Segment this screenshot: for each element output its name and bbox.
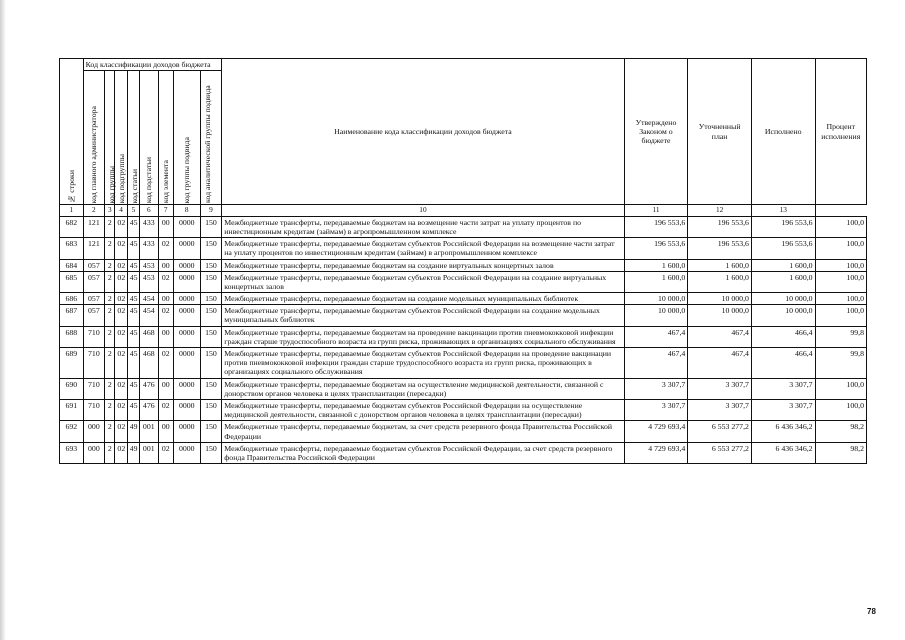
code-group-cell: 2 xyxy=(105,271,115,292)
revised-amount-cell: 6 553 277,2 xyxy=(688,442,752,463)
header-executed: Исполнено xyxy=(751,59,815,205)
table-row xyxy=(60,442,867,463)
revenue-name-cell: Межбюджетные трансферты, передаваемые бюджетам на проведение вакцинации против пневмококковой инфекции граждан старше трудоспособного возраста из групп риска, проживающих в организациях социального обслуживания xyxy=(222,326,624,347)
code-group-cell: 2 xyxy=(105,326,115,347)
executed-amount-cell: 466,4 xyxy=(751,348,815,379)
code-element-cell: 00 xyxy=(158,421,173,442)
revised-amount-cell: 3 307,7 xyxy=(688,399,752,420)
executed-amount-cell: 466,4 xyxy=(751,326,815,347)
code-subtype-group-cell: 0000 xyxy=(173,348,200,379)
code-element-cell: 00 xyxy=(158,326,173,347)
column-number: 8 xyxy=(173,205,200,217)
code-admin-cell: 710 xyxy=(83,399,105,420)
column-number: 10 xyxy=(222,205,624,217)
code-subgroup-cell: 02 xyxy=(115,271,127,292)
table-row xyxy=(60,271,867,292)
percent-cell: 100,0 xyxy=(815,271,866,292)
approved-amount-cell: 10 000,0 xyxy=(624,305,688,326)
code-admin-cell: 057 xyxy=(83,259,105,271)
column-number: 9 xyxy=(200,205,222,217)
table-row xyxy=(60,238,867,259)
header-row-top xyxy=(60,59,867,71)
revenue-name-cell: Межбюджетные трансферты, передаваемые бюджетам субъектов Российской Федерации на проведение вакцинации против пневмококковой инфекции граждан старше трудоспособного возраста из групп риска, проживающих в организациях социального обслуживания xyxy=(222,348,624,379)
percent-cell: 98,2 xyxy=(815,442,866,463)
row-number-cell: 688 xyxy=(60,326,84,347)
executed-amount-cell: 1 600,0 xyxy=(751,259,815,271)
table-row xyxy=(60,348,867,379)
code-subarticle-cell: 454 xyxy=(140,305,158,326)
revised-amount-cell: 196 553,6 xyxy=(688,238,752,259)
code-group-cell: 2 xyxy=(105,259,115,271)
code-analytic-group-cell: 150 xyxy=(200,442,222,463)
approved-amount-cell: 4 729 693,4 xyxy=(624,442,688,463)
code-group-cell: 2 xyxy=(105,293,115,305)
percent-cell: 100,0 xyxy=(815,216,866,237)
percent-cell: 100,0 xyxy=(815,238,866,259)
code-subgroup-cell: 02 xyxy=(115,326,127,347)
code-element-cell: 00 xyxy=(158,293,173,305)
code-element-cell: 02 xyxy=(158,271,173,292)
code-subarticle-cell: 476 xyxy=(140,399,158,420)
code-element-cell: 02 xyxy=(158,348,173,379)
code-subgroup-cell: 02 xyxy=(115,216,127,237)
column-number: 3 xyxy=(105,205,115,217)
row-number-cell: 692 xyxy=(60,421,84,442)
executed-amount-cell: 6 436 346,2 xyxy=(751,421,815,442)
code-subtype-group-cell: 0000 xyxy=(173,305,200,326)
approved-amount-cell: 1 600,0 xyxy=(624,259,688,271)
header-code-group-col: код группы xyxy=(105,71,115,205)
header-code-subarticle: код подстатьи xyxy=(140,71,158,205)
row-number-cell: 687 xyxy=(60,305,84,326)
column-number: 7 xyxy=(158,205,173,217)
header-code-subgroup: код подгруппы xyxy=(115,71,127,205)
executed-amount-cell: 10 000,0 xyxy=(751,305,815,326)
code-subarticle-cell: 001 xyxy=(140,421,158,442)
row-number-cell: 683 xyxy=(60,238,84,259)
code-analytic-group-cell: 150 xyxy=(200,421,222,442)
code-article-cell: 45 xyxy=(127,216,139,237)
code-article-cell: 49 xyxy=(127,442,139,463)
code-subtype-group-cell: 0000 xyxy=(173,259,200,271)
code-admin-cell: 121 xyxy=(83,216,105,237)
revenue-name-cell: Межбюджетные трансферты, передаваемые бюджетам субъектов Российской Федерации на возмещение части затрат на уплату процентов по инвестиционным кредитам (займам) в агропромышленном комплексе xyxy=(222,238,624,259)
revenue-name-cell: Межбюджетные трансферты, передаваемые бюджетам на создание модельных муниципальных библиотек xyxy=(222,293,624,305)
approved-amount-cell: 467,4 xyxy=(624,326,688,347)
code-subgroup-cell: 02 xyxy=(115,348,127,379)
header-code-article: код статьи xyxy=(127,71,139,205)
table-header xyxy=(60,59,867,217)
code-element-cell: 02 xyxy=(158,442,173,463)
executed-amount-cell: 3 307,7 xyxy=(751,399,815,420)
code-subgroup-cell: 02 xyxy=(115,238,127,259)
code-analytic-group-cell: 150 xyxy=(200,305,222,326)
code-admin-cell: 057 xyxy=(83,293,105,305)
revenue-name-cell: Межбюджетные трансферты, передаваемые бюджетам, за счет средств резервного фонда Правительства Российской Федерации xyxy=(222,421,624,442)
header-name: Наименование кода классификации доходов бюджета xyxy=(222,59,624,205)
header-code-group: Код классификации доходов бюджета xyxy=(83,59,222,71)
code-admin-cell: 057 xyxy=(83,305,105,326)
executed-amount-cell: 196 553,6 xyxy=(751,238,815,259)
code-element-cell: 02 xyxy=(158,305,173,326)
approved-amount-cell: 10 000,0 xyxy=(624,293,688,305)
revenue-name-cell: Межбюджетные трансферты, передаваемые бюджетам на осуществление медицинской деятельности, связанной с донорством органов человека в целях трансплантации (пересадки) xyxy=(222,378,624,399)
revised-amount-cell: 196 553,6 xyxy=(688,216,752,237)
budget-revenue-table xyxy=(59,58,867,464)
revised-amount-cell: 467,4 xyxy=(688,326,752,347)
code-article-cell: 45 xyxy=(127,271,139,292)
code-subtype-group-cell: 0000 xyxy=(173,399,200,420)
header-approved: Утверждено Законом о бюджете xyxy=(624,59,688,205)
code-admin-cell: 057 xyxy=(83,271,105,292)
table-row xyxy=(60,421,867,442)
table-row xyxy=(60,326,867,347)
page-number: 78 xyxy=(867,607,876,616)
row-number-cell: 682 xyxy=(60,216,84,237)
code-admin-cell: 000 xyxy=(83,442,105,463)
code-group-cell: 2 xyxy=(105,378,115,399)
code-analytic-group-cell: 150 xyxy=(200,378,222,399)
executed-amount-cell: 6 436 346,2 xyxy=(751,442,815,463)
header-revised: Уточненный план xyxy=(688,59,752,205)
column-number: 1 xyxy=(60,205,84,217)
percent-cell: 100,0 xyxy=(815,399,866,420)
code-element-cell: 00 xyxy=(158,216,173,237)
row-number-cell: 684 xyxy=(60,259,84,271)
code-article-cell: 49 xyxy=(127,421,139,442)
code-subarticle-cell: 001 xyxy=(140,442,158,463)
code-subtype-group-cell: 0000 xyxy=(173,271,200,292)
code-subarticle-cell: 468 xyxy=(140,348,158,379)
percent-cell: 100,0 xyxy=(815,378,866,399)
header-code-admin: код главного администратора xyxy=(83,71,105,205)
code-subtype-group-cell: 0000 xyxy=(173,326,200,347)
code-subgroup-cell: 02 xyxy=(115,305,127,326)
code-analytic-group-cell: 150 xyxy=(200,238,222,259)
table-body xyxy=(60,216,867,463)
code-article-cell: 45 xyxy=(127,293,139,305)
code-article-cell: 45 xyxy=(127,399,139,420)
code-admin-cell: 710 xyxy=(83,348,105,379)
percent-cell: 98,2 xyxy=(815,421,866,442)
column-number: 11 xyxy=(624,205,688,217)
code-subtype-group-cell: 0000 xyxy=(173,378,200,399)
code-group-cell: 2 xyxy=(105,399,115,420)
code-article-cell: 45 xyxy=(127,259,139,271)
code-subgroup-cell: 02 xyxy=(115,293,127,305)
code-subtype-group-cell: 0000 xyxy=(173,293,200,305)
code-group-cell: 2 xyxy=(105,238,115,259)
code-article-cell: 45 xyxy=(127,238,139,259)
row-number-cell: 690 xyxy=(60,378,84,399)
header-code-element: код элемента xyxy=(158,71,173,205)
code-article-cell: 45 xyxy=(127,305,139,326)
header-percent: Процент исполнения xyxy=(815,59,866,205)
approved-amount-cell: 1 600,0 xyxy=(624,271,688,292)
code-admin-cell: 121 xyxy=(83,238,105,259)
table-row xyxy=(60,305,867,326)
revenue-name-cell: Межбюджетные трансферты, передаваемые бюджетам субъектов Российской Федерации на создание модельных муниципальных библиотек xyxy=(222,305,624,326)
code-subarticle-cell: 476 xyxy=(140,378,158,399)
code-element-cell: 02 xyxy=(158,238,173,259)
revenue-name-cell: Межбюджетные трансферты, передаваемые бюджетам субъектов Российской Федерации на создание виртуальных концертных залов xyxy=(222,271,624,292)
row-number-cell: 689 xyxy=(60,348,84,379)
code-element-cell: 00 xyxy=(158,378,173,399)
code-analytic-group-cell: 150 xyxy=(200,293,222,305)
code-subgroup-cell: 02 xyxy=(115,259,127,271)
approved-amount-cell: 4 729 693,4 xyxy=(624,421,688,442)
approved-amount-cell: 196 553,6 xyxy=(624,238,688,259)
code-subtype-group-cell: 0000 xyxy=(173,421,200,442)
revised-amount-cell: 6 553 277,2 xyxy=(688,421,752,442)
revised-amount-cell: 10 000,0 xyxy=(688,305,752,326)
column-number: 5 xyxy=(127,205,139,217)
revenue-name-cell: Межбюджетные трансферты, передаваемые бюджетам на возмещение части затрат на уплату процентов по инвестиционным кредитам (займам) в агропромышленном комплексе xyxy=(222,216,624,237)
column-number: 13 xyxy=(751,205,815,217)
code-admin-cell: 710 xyxy=(83,326,105,347)
code-subtype-group-cell: 0000 xyxy=(173,442,200,463)
header-code-analytic-group: код аналитической группы подвида xyxy=(200,71,222,205)
code-analytic-group-cell: 150 xyxy=(200,399,222,420)
header-code-subtype-group: код группы подвида xyxy=(173,71,200,205)
code-subtype-group-cell: 0000 xyxy=(173,216,200,237)
row-number-cell: 686 xyxy=(60,293,84,305)
approved-amount-cell: 196 553,6 xyxy=(624,216,688,237)
code-analytic-group-cell: 150 xyxy=(200,348,222,379)
code-subarticle-cell: 453 xyxy=(140,271,158,292)
revenue-name-cell: Межбюджетные трансферты, передаваемые бюджетам субъектов Российской Федерации на осуществление медицинской деятельности, связанной с донорством органов человека в целях трансплантации (пересадки) xyxy=(222,399,624,420)
code-article-cell: 45 xyxy=(127,348,139,379)
approved-amount-cell: 3 307,7 xyxy=(624,378,688,399)
executed-amount-cell: 10 000,0 xyxy=(751,293,815,305)
revised-amount-cell: 10 000,0 xyxy=(688,293,752,305)
revised-amount-cell: 1 600,0 xyxy=(688,259,752,271)
percent-cell: 99,8 xyxy=(815,348,866,379)
code-analytic-group-cell: 150 xyxy=(200,216,222,237)
column-number: 2 xyxy=(83,205,105,217)
code-subgroup-cell: 02 xyxy=(115,442,127,463)
scan-edge-shadow xyxy=(0,0,6,640)
table-row xyxy=(60,293,867,305)
code-subgroup-cell: 02 xyxy=(115,378,127,399)
row-number-cell: 685 xyxy=(60,271,84,292)
table-row xyxy=(60,216,867,237)
revised-amount-cell: 3 307,7 xyxy=(688,378,752,399)
code-group-cell: 2 xyxy=(105,216,115,237)
code-subarticle-cell: 433 xyxy=(140,216,158,237)
code-group-cell: 2 xyxy=(105,348,115,379)
code-article-cell: 45 xyxy=(127,326,139,347)
row-number-cell: 693 xyxy=(60,442,84,463)
column-numbers-row xyxy=(60,205,867,217)
executed-amount-cell: 196 553,6 xyxy=(751,216,815,237)
revised-amount-cell: 467,4 xyxy=(688,348,752,379)
executed-amount-cell: 1 600,0 xyxy=(751,271,815,292)
code-subarticle-cell: 468 xyxy=(140,326,158,347)
table-row xyxy=(60,378,867,399)
column-number: 4 xyxy=(115,205,127,217)
code-subgroup-cell: 02 xyxy=(115,399,127,420)
code-admin-cell: 710 xyxy=(83,378,105,399)
percent-cell: 100,0 xyxy=(815,293,866,305)
code-analytic-group-cell: 150 xyxy=(200,326,222,347)
revenue-name-cell: Межбюджетные трансферты, передаваемые бюджетам на создание виртуальных концертных залов xyxy=(222,259,624,271)
code-analytic-group-cell: 150 xyxy=(200,271,222,292)
code-subarticle-cell: 454 xyxy=(140,293,158,305)
revenue-name-cell: Межбюджетные трансферты, передаваемые бюджетам субъектов Российской Федерации, за счет средств резервного фонда Правительства Российской Федерации xyxy=(222,442,624,463)
revised-amount-cell: 1 600,0 xyxy=(688,271,752,292)
percent-cell: 100,0 xyxy=(815,259,866,271)
table-row xyxy=(60,259,867,271)
code-group-cell: 2 xyxy=(105,421,115,442)
approved-amount-cell: 467,4 xyxy=(624,348,688,379)
table-row xyxy=(60,399,867,420)
column-number: 12 xyxy=(688,205,752,217)
column-number: 6 xyxy=(140,205,158,217)
percent-cell: 99,8 xyxy=(815,326,866,347)
code-subarticle-cell: 433 xyxy=(140,238,158,259)
code-group-cell: 2 xyxy=(105,442,115,463)
code-analytic-group-cell: 150 xyxy=(200,259,222,271)
percent-cell: 100,0 xyxy=(815,305,866,326)
code-subtype-group-cell: 0000 xyxy=(173,238,200,259)
code-subgroup-cell: 02 xyxy=(115,421,127,442)
code-article-cell: 45 xyxy=(127,378,139,399)
code-group-cell: 2 xyxy=(105,305,115,326)
code-element-cell: 00 xyxy=(158,259,173,271)
header-row-number: № строки xyxy=(60,59,84,205)
code-subarticle-cell: 453 xyxy=(140,259,158,271)
executed-amount-cell: 3 307,7 xyxy=(751,378,815,399)
code-element-cell: 02 xyxy=(158,399,173,420)
row-number-cell: 691 xyxy=(60,399,84,420)
approved-amount-cell: 3 307,7 xyxy=(624,399,688,420)
code-admin-cell: 000 xyxy=(83,421,105,442)
